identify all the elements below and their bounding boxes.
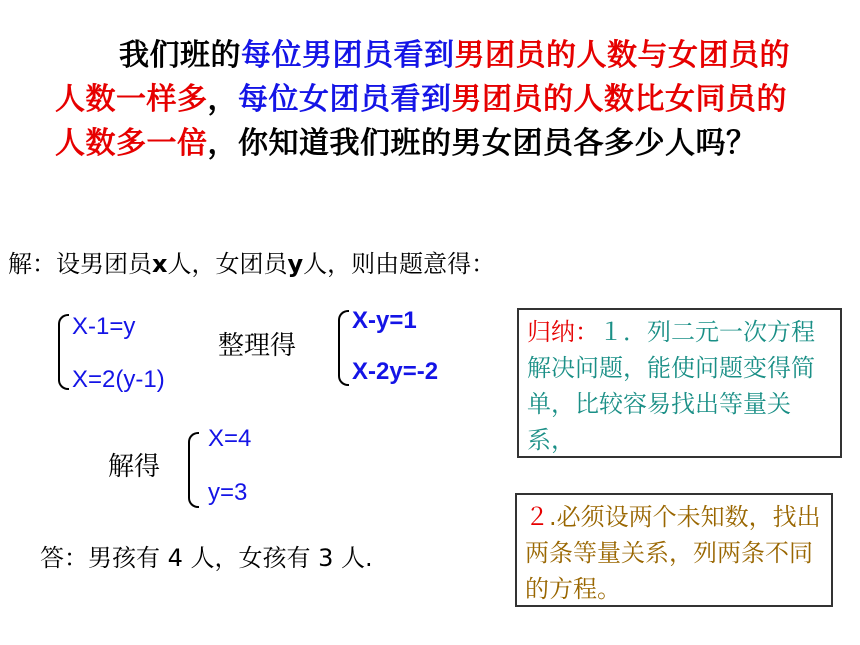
brace-system-1	[58, 314, 69, 390]
brace-system-2	[338, 310, 349, 386]
problem-seg-2: 男团员的人数与女团员的人数一样多	[55, 38, 790, 117]
problem-seg-1: 每位男团员看到	[241, 38, 455, 73]
summary-box-1	[517, 308, 842, 458]
problem-seg-0: 我们班的	[119, 38, 241, 73]
solution-x: X=4	[208, 425, 252, 452]
solution-intro-prefix: 解：设男团员	[8, 250, 152, 278]
summary-box-2	[515, 493, 833, 607]
variable-x: x	[152, 250, 168, 278]
solution-intro-mid: 人，女团员	[167, 250, 288, 278]
summary-text-1: １．列二元一次方程解决问题，能使问题变得简单，比较容易找出等量关系，	[527, 318, 815, 454]
system1-equation-2: X=2(y-1)	[72, 366, 165, 393]
summary-number-2: ２	[525, 503, 549, 531]
simplify-label: 整理得	[218, 331, 297, 361]
problem-statement	[55, 34, 815, 166]
system2-equation-1: X-y=1	[352, 307, 417, 334]
answer-line: 答：男孩有 4 人，女孩有 3 人.	[40, 544, 373, 572]
solution-intro	[8, 248, 495, 280]
solution-intro-suffix: 人，则由题意得：	[303, 250, 496, 278]
solve-label: 解得	[108, 452, 161, 482]
summary-text-2: .必须设两个未知数，找出两条等量关系，列两条不同的方程。	[525, 503, 821, 603]
problem-seg-4: 每位女团员看到	[238, 82, 452, 117]
problem-seg-5: 男团员的人数比女同员的人数多一倍	[55, 82, 787, 161]
system2-equation-2: X-2y=-2	[352, 358, 439, 385]
problem-seg-6: ，你知道我们班的男女团员各多少人吗？	[207, 126, 757, 161]
brace-system-3	[188, 432, 199, 508]
system1-equation-1: X-1=y	[72, 313, 136, 340]
solution-y: y=3	[208, 479, 248, 506]
summary-lead: 归纳：	[527, 318, 599, 346]
variable-y: y	[287, 250, 304, 278]
problem-seg-3: ，	[207, 82, 238, 117]
